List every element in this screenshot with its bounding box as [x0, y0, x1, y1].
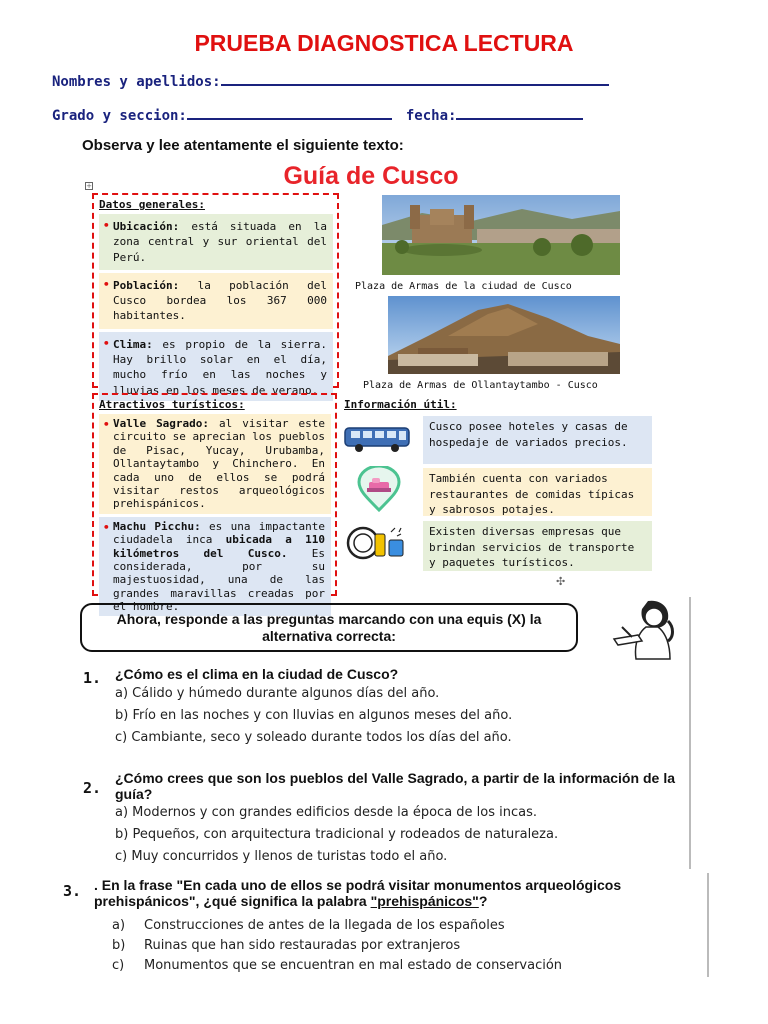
- text-valle-sagrado: al visitar este circuito se aprecian los pueblos de Pisac, Yucay, Urubamba, Ollantaytambo y Chinchero. En cada uno de ellos se podrá visitar restos arqueológicos prehispánicos.: [113, 417, 325, 511]
- question-2-option-a[interactable]: a) Modernos y con grandes edificios desde la época de los incas.: [115, 805, 538, 820]
- question-2-number: 2.: [83, 779, 102, 797]
- util-item-transport: Existen diversas empresas que brindan servicios de transporte y paquetes turísticos.: [423, 521, 652, 571]
- option-letter-c: c): [112, 958, 125, 973]
- datos-generales-box: [92, 193, 339, 397]
- term-ubicacion: Ubicación:: [113, 220, 180, 233]
- bus-icon: [343, 424, 413, 454]
- term-clima: Clima:: [113, 337, 153, 351]
- option-text-b: Ruinas que han sido restauradas por extranjeros: [144, 938, 461, 953]
- info-poblacion: [99, 273, 333, 329]
- name-label: Nombres y apellidos:: [52, 74, 221, 90]
- text-clima: es propio de la sierra. Hay brillo solar en el día, mucho frío en las noches y lluvias en los meses de verano.: [113, 337, 327, 397]
- text-ubicacion: está situada en la zona central y sur oriental del Perú.: [113, 220, 327, 264]
- right-border-line: [689, 597, 691, 869]
- question-1-option-a[interactable]: a) Cálido y húmedo durante algunos días del año.: [115, 686, 440, 701]
- term-valle-sagrado: Valle Sagrado:: [113, 417, 210, 430]
- page-title: PRUEBA DIAGNOSTICA LECTURA: [194, 30, 574, 56]
- date-label: fecha:: [405, 108, 457, 124]
- grade-label: Grado y seccion:: [52, 108, 187, 124]
- question-2-option-b[interactable]: b) Pequeños, con arquitectura tradicional y rodeados de naturaleza.: [115, 827, 559, 842]
- util-item-hotels: Cusco posee hoteles y casas de hospedaje de variados precios.: [423, 416, 652, 464]
- option-text-c: Monumentos que se encuentran en mal estado de conservación: [144, 958, 563, 973]
- question-3-text-after: ?: [478, 893, 488, 909]
- hotel-bed-icon: [355, 466, 403, 512]
- question-3-highlight-word: "prehispánicos": [370, 893, 479, 909]
- info-machu-picchu: [99, 517, 331, 616]
- text-machu-picchu-2: Es considerada, por su majestuosidad, una de las grandes maravillas creadas por el hombre.: [113, 546, 326, 614]
- date-input-line[interactable]: [456, 106, 583, 120]
- question-1-number: 1.: [83, 669, 102, 687]
- atractivos-box: [92, 393, 337, 614]
- option-text-a: Construcciones de antes de la llegada de los españoles: [144, 918, 505, 933]
- name-input-line[interactable]: [221, 72, 609, 86]
- question-3-option-c[interactable]: [112, 958, 562, 973]
- anchor-handle-icon: +: [86, 182, 92, 190]
- name-field-row: [52, 72, 609, 90]
- photo-plaza-cusco: [382, 195, 620, 275]
- caption-ollantaytambo: Plaza de Armas de Ollantaytambo - Cusco: [363, 380, 598, 391]
- info-valle-sagrado: [99, 414, 331, 514]
- ollantaytambo-image: [388, 296, 620, 374]
- info-clima: [99, 332, 333, 401]
- question-3-number: 3.: [63, 882, 82, 900]
- term-ubicacion-mp: ubicada a 110 kilómetros del Cusco.: [113, 533, 325, 560]
- guide-title: Guía de Cusco: [283, 162, 459, 190]
- answer-instruction-box: Ahora, responde a las preguntas marcando con una equis (X) la alternativa correcta:: [80, 603, 578, 652]
- util-item-restaurants: También cuenta con variados restaurantes de comidas típicas y sabrosos potajes.: [423, 468, 652, 516]
- instruction-text: Observa y lee atentamente el siguiente texto:: [82, 137, 404, 154]
- question-1-text: ¿Cómo es el clima en la ciudad de Cusco?: [115, 666, 399, 682]
- option-letter-b: b): [112, 938, 126, 953]
- question-3-text-before: . En la frase "En cada uno de ellos se podrá visitar monumentos arqueológicos prehispánicos", ¿qué significa la palabra: [94, 877, 622, 909]
- question-2-option-c[interactable]: c) Muy concurridos y llenos de turistas todo el año.: [115, 849, 448, 864]
- plaza-cusco-image: [382, 195, 620, 275]
- right-border-line-2: [707, 873, 709, 977]
- question-3-text: [94, 877, 700, 909]
- info-ubicacion: [99, 214, 333, 270]
- atractivos-heading: Atractivos turísticos:: [99, 398, 245, 411]
- question-3-option-b[interactable]: [112, 938, 460, 953]
- text-poblacion: la población del Cusco bordea los 367 000 habitantes.: [113, 278, 327, 323]
- datos-generales-heading: Datos generales:: [99, 198, 205, 211]
- restaurant-icon: [343, 526, 413, 560]
- question-3-option-a[interactable]: [112, 918, 505, 933]
- info-util-heading: Información útil:: [344, 398, 457, 411]
- option-letter-a: a): [112, 918, 126, 933]
- term-poblacion: Población:: [113, 278, 180, 292]
- question-1-option-b[interactable]: b) Frío en las noches y con lluvias en algunos meses del año.: [115, 708, 513, 723]
- photo-ollantaytambo: [388, 296, 620, 374]
- anchor-handle-icon-2: ✣: [556, 575, 566, 588]
- term-machu-picchu: Machu Picchu:: [113, 519, 201, 533]
- grade-field-row: [52, 106, 583, 124]
- question-2-text: ¿Cómo crees que son los pueblos del Valle Sagrado, a partir de la información de la guía?: [115, 770, 675, 802]
- grade-input-line[interactable]: [187, 106, 392, 120]
- question-1-option-c[interactable]: c) Cambiante, seco y soleado durante todos los días del año.: [115, 730, 512, 745]
- text-machu-picchu: es una impactante ciudadela inca: [113, 519, 325, 547]
- caption-plaza-cusco: Plaza de Armas de la ciudad de Cusco: [355, 281, 572, 292]
- student-writing-icon: [608, 597, 682, 663]
